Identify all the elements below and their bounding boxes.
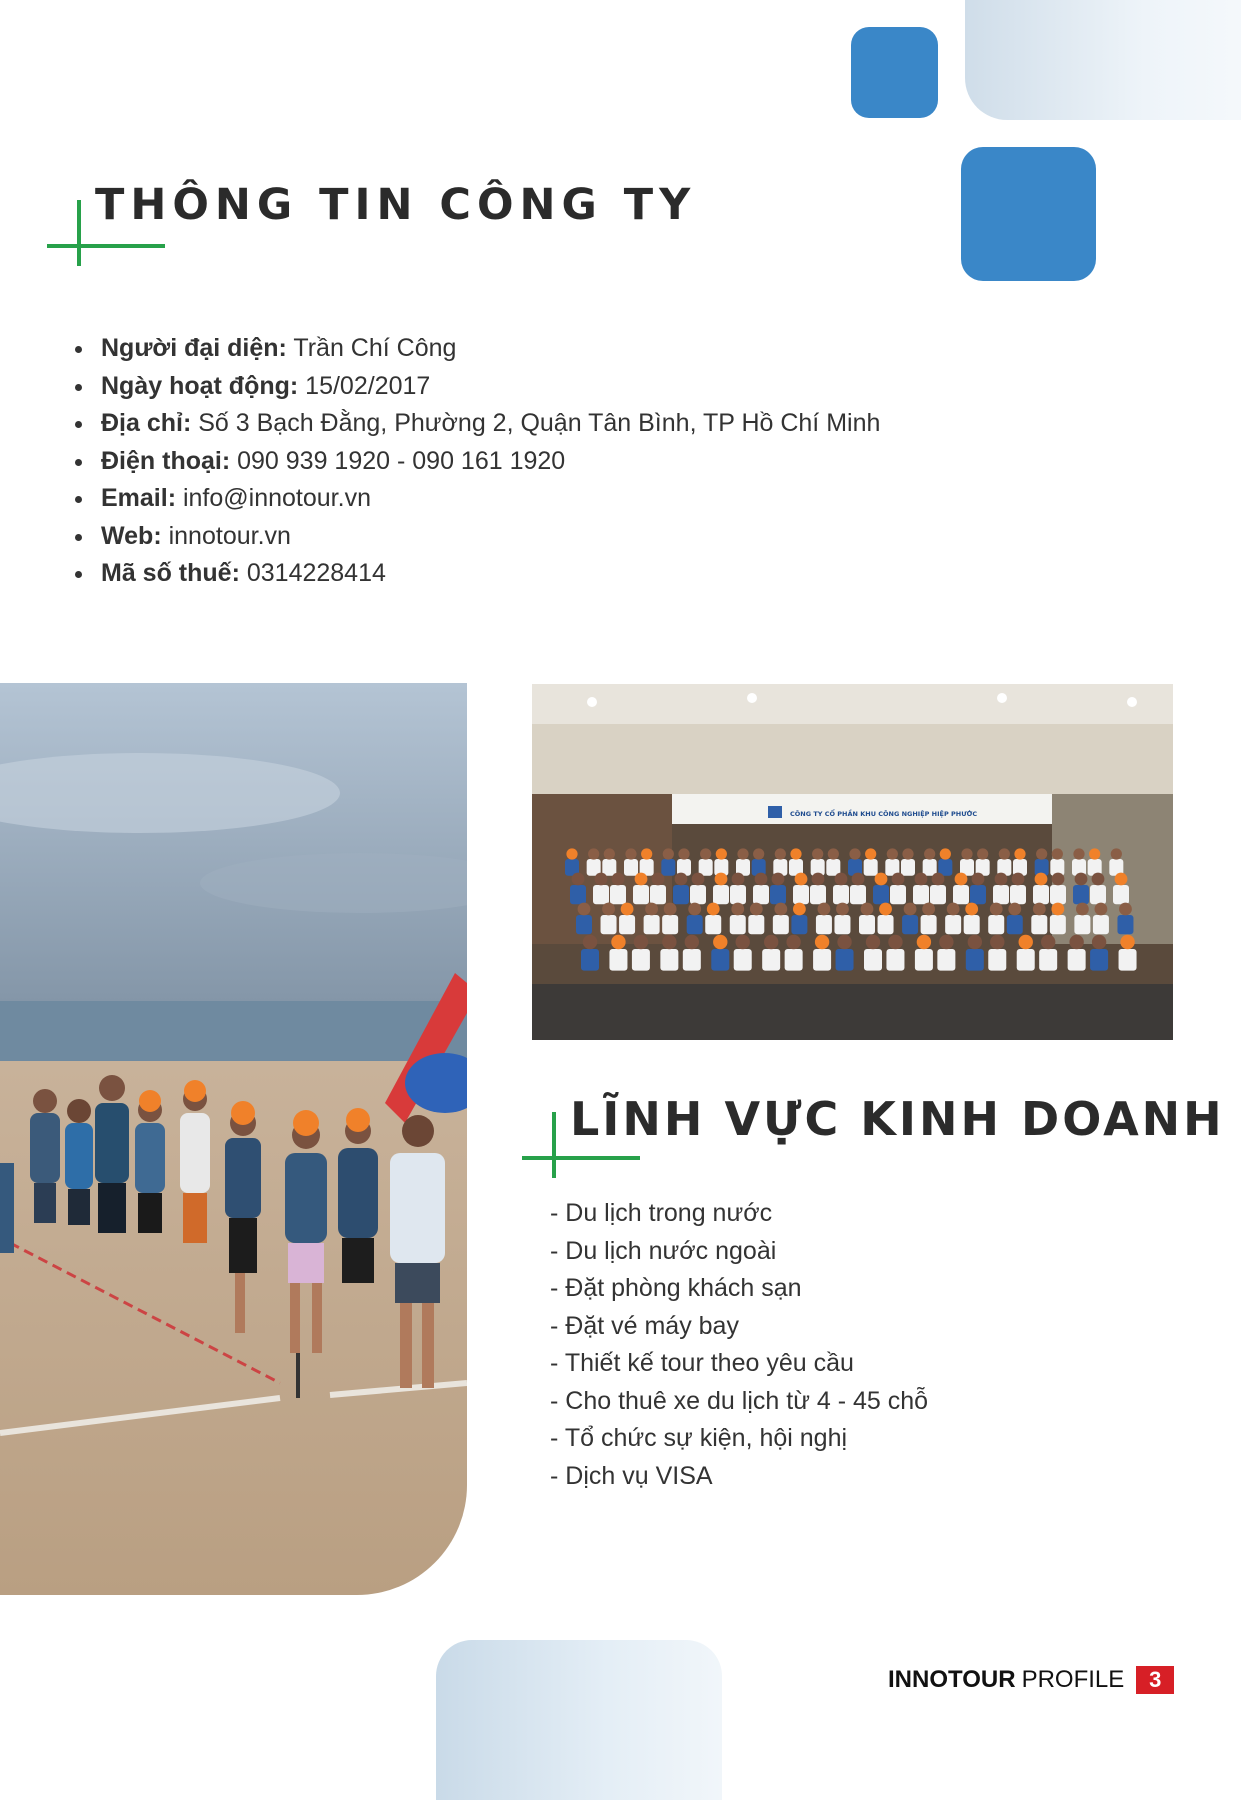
business-item: - Thiết kế tour theo yêu cầu: [550, 1349, 854, 1377]
info-address: Địa chỉ: Số 3 Bạch Đằng, Phường 2, Quận Tân Bình, TP Hồ Chí Minh: [75, 405, 880, 443]
page-number-badge: 3: [1136, 1666, 1174, 1694]
company-info-title: THÔNG TIN CÔNG TY: [95, 180, 697, 230]
business-fields-list: [550, 1195, 928, 1495]
banner-logo-icon: [768, 806, 782, 818]
decor-light-block-top: [965, 0, 1241, 120]
conference-banner-text: CÔNG TY CỔ PHẦN KHU CÔNG NGHIỆP HIỆP PHƯỚC: [790, 810, 978, 818]
business-item: - Du lịch trong nước: [550, 1199, 773, 1227]
decor-blue-square-small: [851, 27, 938, 118]
footer-brand: INNOTOUR: [888, 1666, 1016, 1693]
business-fields-title: LĨNH VỰC KINH DOANH: [570, 1092, 1225, 1146]
business-item: - Đặt phòng khách sạn: [550, 1274, 802, 1302]
business-item: - Cho thuê xe du lịch từ 4 - 45 chỗ: [550, 1386, 929, 1415]
conference-group-photo: [532, 684, 1173, 1040]
company-info-list: [75, 330, 880, 593]
info-email: Email: info@innotour.vn: [75, 480, 880, 518]
page-footer: [888, 1665, 1174, 1695]
footer-profile-label: PROFILE: [1021, 1666, 1125, 1693]
decor-light-block-bottom: [436, 1640, 722, 1800]
info-tax-code: Mã số thuế: 0314228414: [75, 555, 880, 593]
info-website: Web: innotour.vn: [75, 518, 880, 556]
beach-team-photo: [0, 683, 467, 1595]
business-item: - Dịch vụ VISA: [550, 1461, 713, 1490]
decor-blue-square-large: [961, 147, 1096, 281]
business-item: - Đặt vé máy bay: [550, 1311, 739, 1340]
business-item: - Tổ chức sự kiện, hội nghị: [550, 1424, 848, 1452]
info-phone: Điện thoại: 090 939 1920 - 090 161 1920: [75, 443, 880, 481]
info-representative: Người đại diện: Trần Chí Công: [75, 330, 880, 368]
info-start-date: Ngày hoạt động: 15/02/2017: [75, 368, 880, 406]
business-item: - Du lịch nước ngoài: [550, 1236, 777, 1265]
